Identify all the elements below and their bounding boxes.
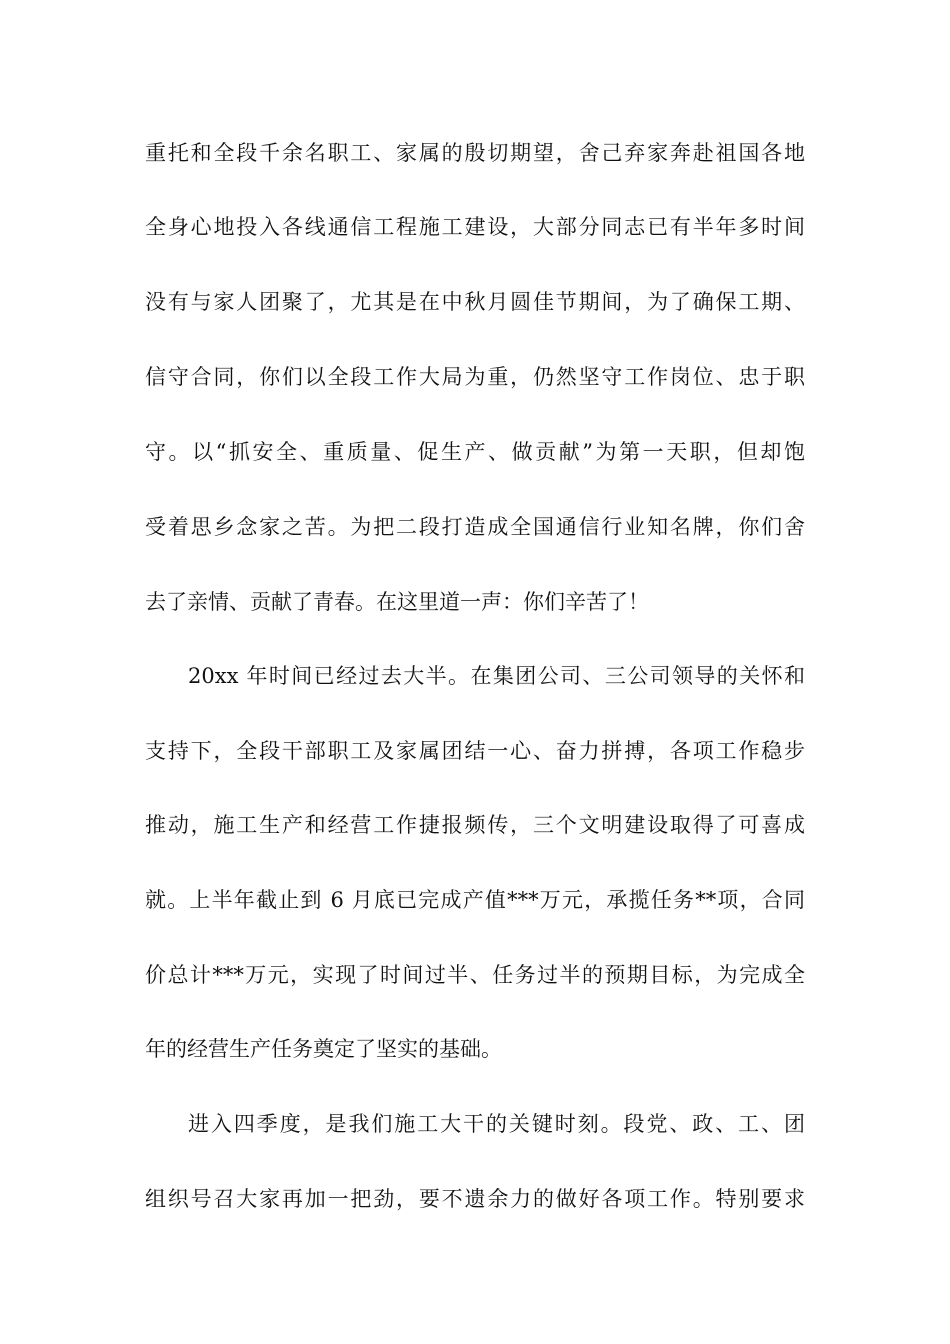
text-line-2: 全身心地投入各线通信工程施工建设，大部分同志已有半年多时间 xyxy=(145,215,805,239)
text-line-10: 推动，施工生产和经营工作捷报频传，三个文明建设取得了可喜成 xyxy=(145,813,805,837)
text-line-7: 去了亲情、贡献了青春。在这里道一声：你们辛苦了！ xyxy=(145,590,649,614)
text-line-11: 就。上半年截止到 6 月底已完成产值***万元，承揽任务**项，合同 xyxy=(145,888,805,912)
text-line-13: 年的经营生产任务奠定了坚实的基础。 xyxy=(145,1037,502,1061)
text-line-4: 信守合同，你们以全段工作大局为重，仍然坚守工作岗位、忠于职 xyxy=(145,365,805,389)
text-line-6: 受着思乡念家之苦。为把二段打造成全国通信行业知名牌，你们舍 xyxy=(145,515,805,539)
text-line-5: 守。以“抓安全、重质量、促生产、做贡献”为第一天职，但却饱 xyxy=(145,440,805,464)
text-line-12: 价总计***万元，实现了时间过半、任务过半的预期目标，为完成全 xyxy=(145,963,805,987)
text-line-14: 进入四季度，是我们施工大干的关键时刻。段党、政、工、团 xyxy=(188,1112,805,1136)
text-line-9: 支持下，全段干部职工及家属团结一心、奋力拼搏，各项工作稳步 xyxy=(145,739,805,763)
text-line-8: 20xx 年时间已经过去大半。在集团公司、三公司领导的关怀和 xyxy=(188,664,805,688)
text-line-1: 重托和全段千余名职工、家属的殷切期望，舍己弃家奔赴祖国各地 xyxy=(145,141,805,165)
text-line-3: 没有与家人团聚了，尤其是在中秋月圆佳节期间，为了确保工期、 xyxy=(145,290,805,314)
text-line-15: 组织号召大家再加一把劲，要不遗余力的做好各项工作。特别要求 xyxy=(145,1187,805,1211)
